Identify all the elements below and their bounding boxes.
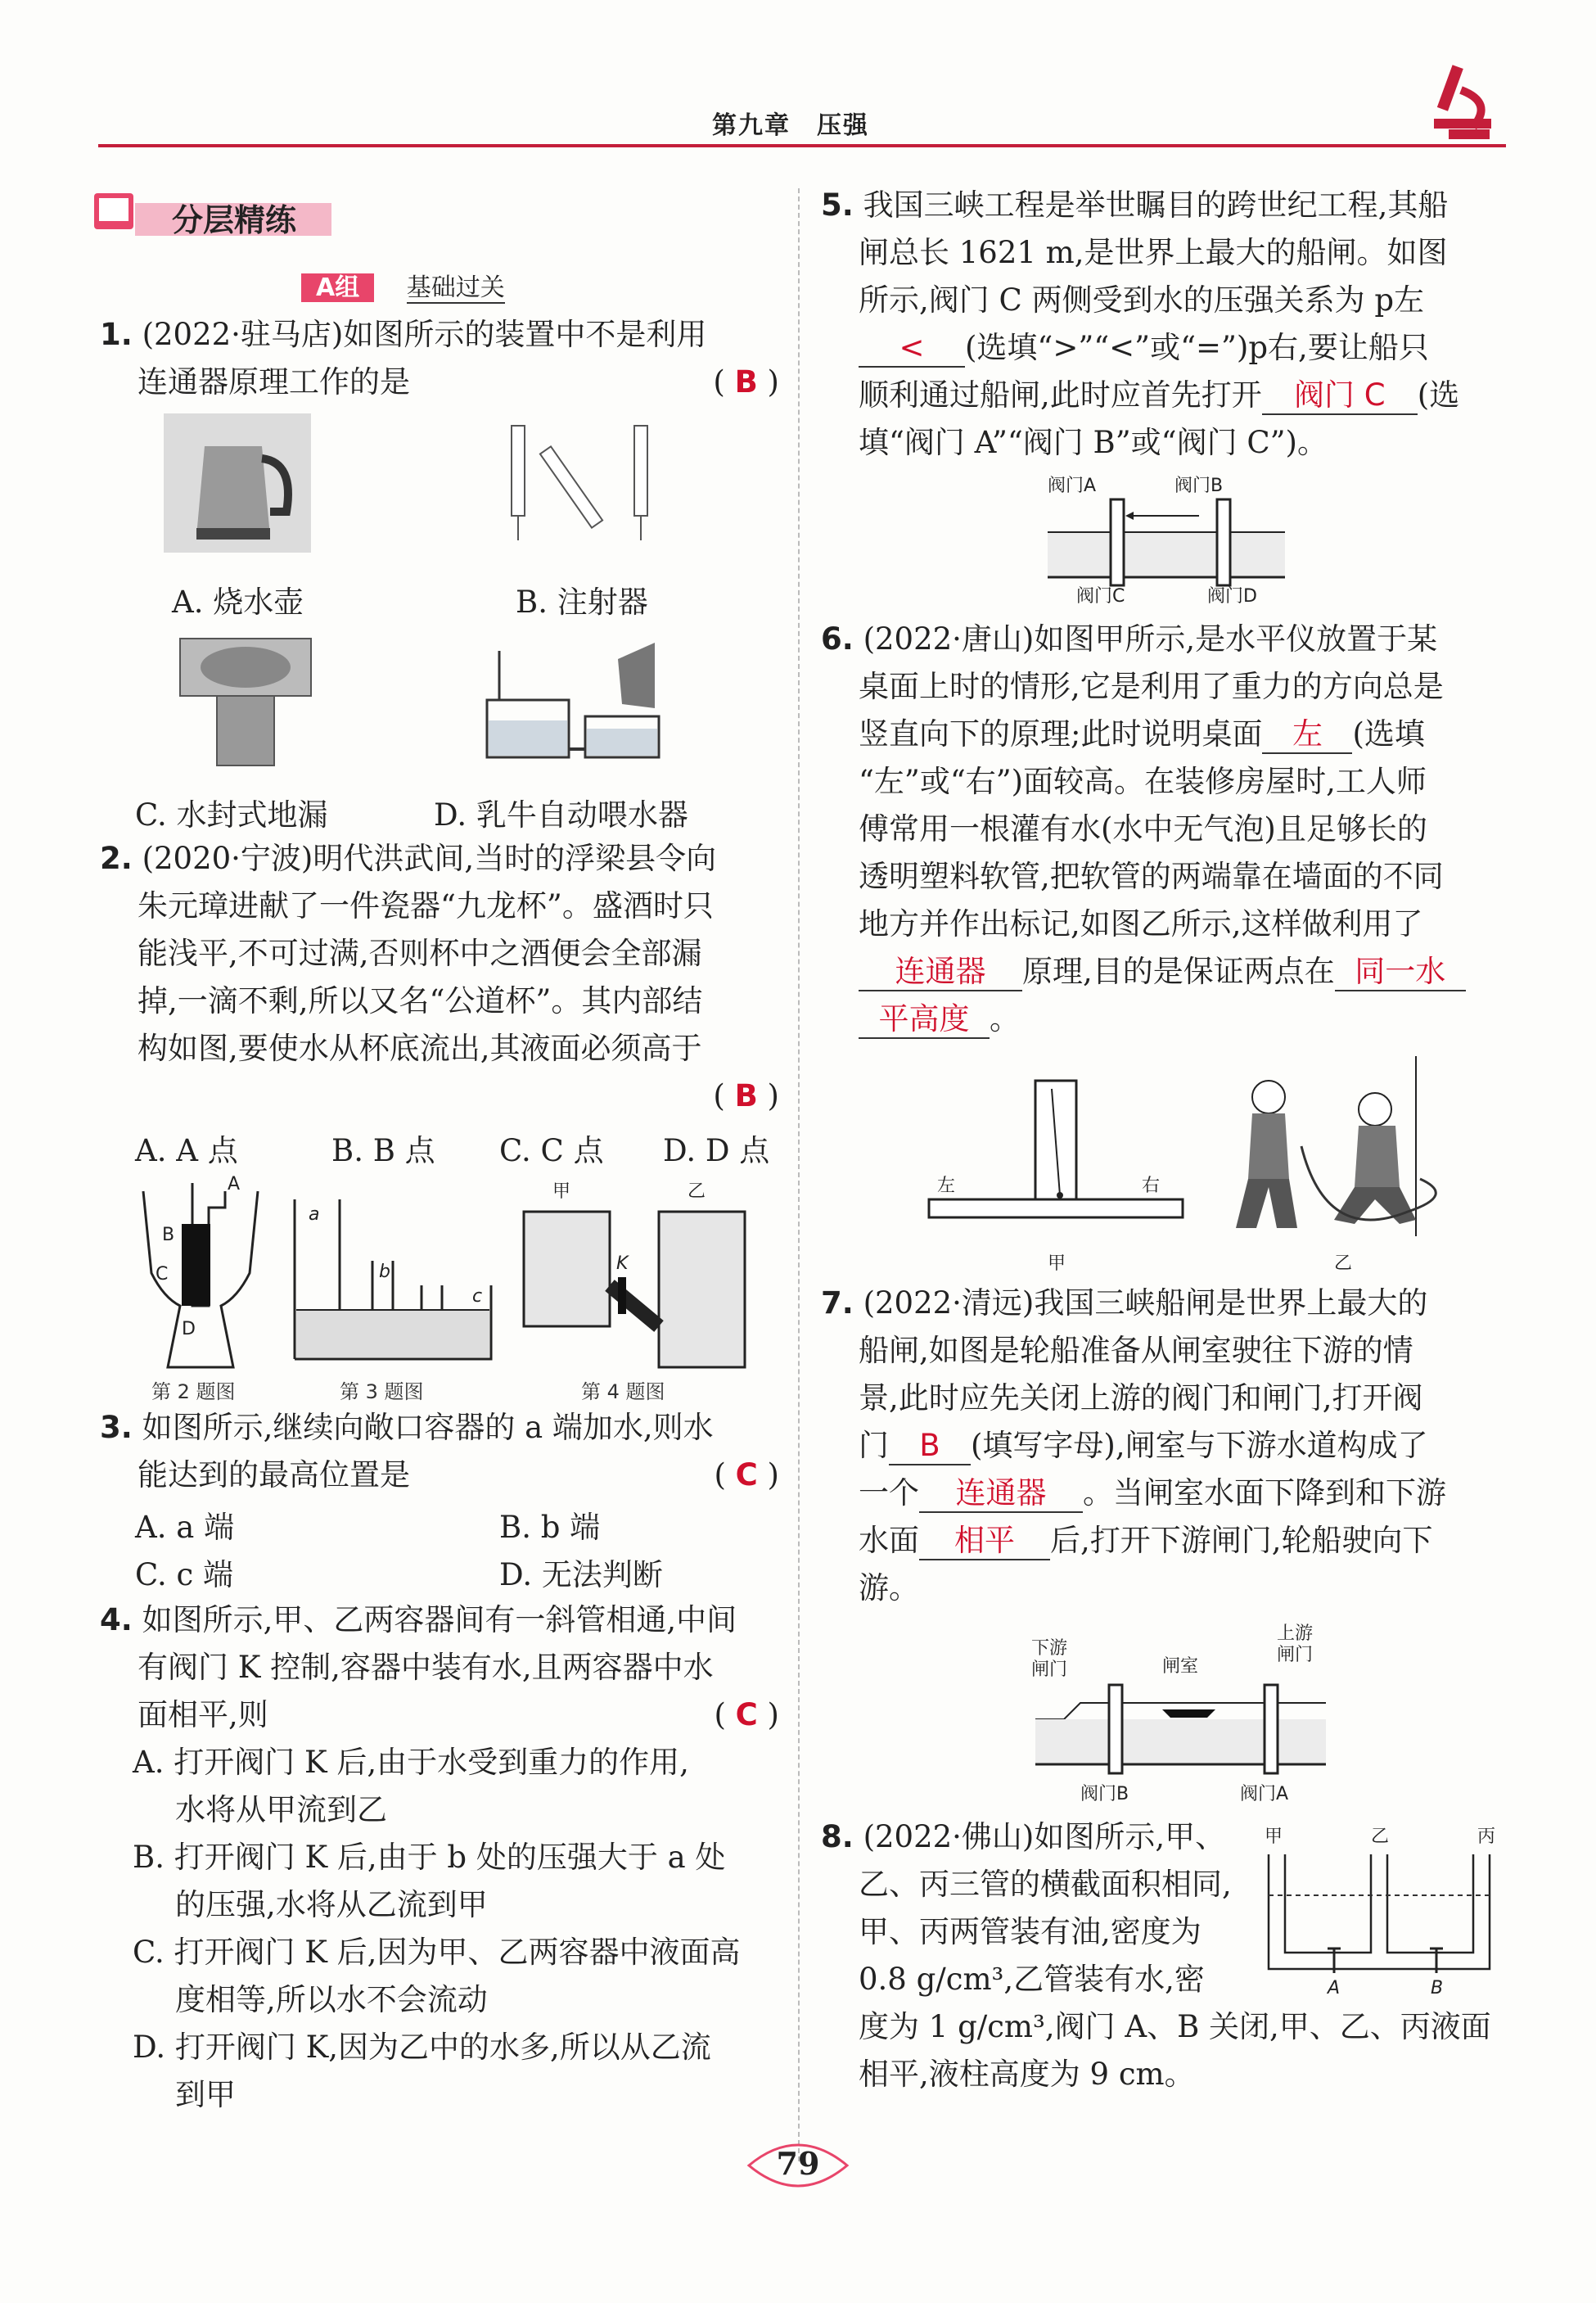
q1-option-d: D. 乳牛自动喂水器	[434, 797, 688, 833]
fig8-label-B: B	[1431, 1978, 1444, 1998]
q4-option-c-2: 度相等,所以水不会流动	[175, 1982, 488, 2017]
group-sub: 基础过关	[406, 273, 505, 302]
q7-line-2: 船闸,如图是轮船准备从闸室驶往下游的情	[859, 1333, 1413, 1368]
q4-option-d-1: D. 打开阀门 K,因为乙中的水多,所以从乙流	[133, 2030, 711, 2065]
q7-line-4b: (填写字母),闸室与下游水道构成了	[971, 1428, 1428, 1463]
figure-3-container	[291, 1187, 495, 1379]
q7-number: 7.	[821, 1285, 854, 1321]
q2-line-3: 能浅平,不可过满,否则杯中之酒便会全部漏	[138, 936, 702, 971]
fig2-label-C: C	[156, 1264, 169, 1285]
section-title: 分层精练	[172, 202, 297, 238]
fig4-caption: 第 4 题图	[581, 1380, 665, 1403]
group-label: A组	[301, 273, 374, 302]
fig7-down-2: 闸门	[1031, 1660, 1068, 1680]
q4-line-2: 有阀门 K 控制,容器中装有水,且两容器中水	[138, 1650, 714, 1685]
q4-line-1: 如图所示,甲、乙两容器间有一斜管相通,中间	[142, 1602, 737, 1637]
cow-feeder-image	[479, 626, 667, 777]
q3-answer: C	[735, 1457, 758, 1492]
q4-answer-paren: ( C )	[714, 1697, 779, 1732]
fig8-label-jia: 甲	[1265, 1827, 1283, 1847]
q5-line-1: 我国三峡工程是举世瞩目的跨世纪工程,其船	[863, 187, 1449, 223]
q3-number: 3.	[100, 1410, 133, 1445]
fig5-gate-D: 阀门D	[1207, 586, 1257, 606]
q3-line-2: 能达到的最高位置是	[138, 1457, 410, 1492]
q3-option-d: D. 无法判断	[499, 1557, 663, 1592]
q6-blank-2: 连通器	[859, 954, 1022, 991]
q8-number: 8.	[821, 1819, 854, 1854]
q6-line-3a: 竖直向下的原理;此时说明桌面	[859, 716, 1263, 752]
q6-line-4: “左”或“右”)面较高。在装修房屋时,工人师	[859, 764, 1427, 799]
q5-number: 5.	[821, 187, 854, 223]
question-8-cont	[821, 2003, 1508, 2098]
fig3-label-b: b	[379, 1262, 390, 1282]
q1-answer-paren: ( B )	[713, 364, 779, 400]
fig3-caption: 第 3 题图	[340, 1380, 424, 1403]
q3-line-1: 如图所示,继续向敞口容器的 a 端加水,则水	[142, 1410, 714, 1445]
q2-answer: B	[734, 1078, 758, 1113]
syringe-image	[491, 418, 671, 552]
q4-option-c-1: C. 打开阀门 K 后,因为甲、乙两容器中液面高	[133, 1935, 741, 1970]
q6-number: 6.	[821, 621, 854, 657]
q6-line-3b: (选填	[1352, 716, 1425, 752]
q3-answer-paren: ( C )	[714, 1457, 779, 1492]
q2-option-b: B. B 点	[331, 1133, 435, 1168]
fig7-gate-B: 阀门B	[1080, 1784, 1129, 1804]
q6-line-7: 地方并作出标记,如图乙所示,这样做利用了	[859, 906, 1423, 942]
figure-2-cup	[131, 1175, 270, 1383]
q8-line-6: 相平,液柱高度为 9 cm。	[859, 2057, 1195, 2092]
fig5-gate-A: 阀门A	[1048, 476, 1097, 496]
q6-blank-3a: 同一水	[1335, 954, 1466, 991]
fig8-label-yi: 乙	[1371, 1827, 1390, 1847]
q4-option-d-2: 到甲	[175, 2077, 236, 2112]
q1-number: 1.	[100, 317, 133, 352]
q1-text-b: 连通器原理工作的是	[138, 364, 410, 400]
figure-7-shiplock	[1031, 1621, 1334, 1809]
q7-blank-3: 相平	[919, 1523, 1050, 1560]
fig2-label-D: D	[182, 1319, 196, 1339]
fig7-down-1: 下游	[1031, 1638, 1068, 1659]
fig8-label-A: A	[1328, 1978, 1341, 1998]
q5-line-5b: (选	[1417, 377, 1460, 413]
figure-6-level	[921, 1064, 1191, 1289]
fig2-label-B: B	[162, 1225, 175, 1245]
q6-line-2: 桌面上时的情形,它是利用了重力的方向总是	[859, 669, 1444, 704]
group-tag	[301, 267, 505, 303]
fig6-label-left: 左	[937, 1176, 956, 1196]
q3-option-b: B. b 端	[499, 1510, 601, 1545]
q3-option-c: C. c 端	[135, 1557, 233, 1592]
q1-option-a: A. 烧水壶	[172, 585, 304, 620]
question-2	[100, 835, 779, 1120]
fig7-up-1: 上游	[1277, 1623, 1314, 1644]
q7-line-6b: 后,打开下游闸门,轮船驶向下	[1050, 1523, 1433, 1558]
q6-line-8b: 原理,目的是保证两点在	[1022, 954, 1335, 989]
q8-line-5: 度为 1 g/cm³,阀门 A、B 关闭,甲、乙、丙液面	[859, 2009, 1491, 2044]
q5-blank-2: 阀门 C	[1262, 377, 1418, 415]
q2-line-4: 掉,一滴不剩,所以又名“公道杯”。其内部结	[138, 983, 703, 1018]
fig5-gate-C: 阀门C	[1076, 586, 1125, 606]
microscope-logo	[1416, 57, 1506, 147]
fig8-label-bing: 丙	[1477, 1827, 1496, 1847]
fig6-label-right: 右	[1142, 1176, 1161, 1196]
fig6-label-yi: 乙	[1334, 1253, 1353, 1274]
q4-option-a-2: 水将从甲流到乙	[175, 1792, 387, 1827]
q1-option-c: C. 水封式地漏	[135, 797, 328, 833]
q5-line-2: 闸总长 1621 m,是世界上最大的船闸。如图	[859, 235, 1448, 270]
q7-line-5a: 一个	[859, 1475, 919, 1510]
q7-line-7: 游。	[859, 1570, 919, 1605]
q7-line-1: (2022·清远)我国三峡船闸是世界上最大的	[863, 1285, 1428, 1321]
column-divider	[798, 188, 800, 2161]
chapter-title: 第九章 压强	[712, 111, 869, 140]
question-4	[100, 1596, 779, 2119]
q7-line-5b: 。当闸室水面下降到和下游	[1083, 1475, 1446, 1510]
fig3-label-a: a	[309, 1204, 320, 1225]
figure-6-workers	[1211, 1048, 1473, 1289]
q6-blank-3b: 平高度	[859, 1001, 990, 1039]
q8-line-1: (2022·佛山)如图所示,甲、	[863, 1819, 1226, 1854]
fig2-label-A: A	[228, 1175, 241, 1194]
fig4-label-jia: 甲	[552, 1181, 571, 1202]
q2-option-c: C. C 点	[499, 1133, 604, 1168]
q6-line-1: (2022·唐山)如图甲所示,是水平仪放置于某	[863, 621, 1438, 657]
q7-blank-1: B	[889, 1428, 971, 1465]
floor-drain-image	[172, 630, 319, 773]
q4-line-3: 面相平,则	[138, 1697, 268, 1732]
question-3	[100, 1404, 779, 1499]
q8-line-4: 0.8 g/cm³,乙管装有水,密	[859, 1962, 1205, 1997]
fig7-up-2: 闸门	[1277, 1645, 1314, 1665]
q4-number: 4.	[100, 1602, 133, 1637]
fig2-caption: 第 2 题图	[151, 1380, 236, 1403]
fig4-label-yi: 乙	[688, 1181, 706, 1202]
q4-option-a-1: A. 打开阀门 K 后,由于水受到重力的作用,	[133, 1745, 689, 1780]
q2-answer-paren: ( B )	[713, 1078, 779, 1113]
q5-line-6: 填“阀门 A”“阀门 B”或“阀门 C”)。	[859, 425, 1328, 460]
page-number: 79	[776, 2145, 820, 2182]
header-rule	[98, 144, 1506, 147]
q5-line-4: (选填“>”“<”或“=”)p右,要让船只	[965, 330, 1429, 365]
q5-line-5a: 顺利通过船闸,此时应首先打开	[859, 377, 1262, 413]
q2-line-1: (2020·宁波)明代洪武间,当时的浮梁县令向	[142, 841, 717, 876]
question-7	[821, 1280, 1508, 1612]
figure-4-containers	[520, 1179, 749, 1379]
q2-option-d: D. D 点	[663, 1133, 770, 1168]
q7-blank-2: 连通器	[919, 1475, 1083, 1513]
q7-line-6a: 水面	[859, 1523, 919, 1558]
fig7-gate-A: 阀门A	[1240, 1784, 1289, 1804]
question-6: 6. (2022·唐山)如图甲所示,是水平仪放置于某 桌面上时的情形,它是利用了重力的方向总是 竖直向下的原理;此时说明桌面 左 (选填 “左”或“右”)面较高。在装修房屋时,工人师 傅常用一根灌有水(水中无气泡)且足够长的 透明塑料软管,把软管的两端靠在墙面的不同 地方并作出标记,如图乙所示,这样做利用了 连通器 原理,目的是保证两点在 同一水 平高度 。	[821, 616, 1508, 1043]
kettle-image	[164, 413, 311, 556]
fig6-label-jia: 甲	[1048, 1253, 1066, 1274]
q2-line-2: 朱元璋进献了一件瓷器“九龙杯”。盛酒时只	[138, 888, 714, 923]
question-1	[100, 311, 779, 406]
question-5	[821, 182, 1508, 467]
q4-option-b-1: B. 打开阀门 K 后,由于 b 处的压强大于 a 处	[133, 1840, 726, 1875]
q8-line-3: 甲、丙两管装有油,密度为	[859, 1914, 1202, 1949]
q2-option-a: A. A 点	[135, 1133, 238, 1168]
fig4-label-K: K	[616, 1253, 629, 1274]
fig7-room: 闸室	[1162, 1656, 1199, 1677]
q2-line-5: 构如图,要使水从杯底流出,其液面必须高于	[138, 1031, 702, 1066]
q3-option-a: A. a 端	[135, 1510, 235, 1545]
q6-line-5: 傅常用一根灌有水(水中无气泡)且足够长的	[859, 811, 1427, 847]
q1-option-b: B. 注射器	[516, 585, 648, 620]
figure-8-tubes	[1252, 1822, 1506, 2009]
q2-number: 2.	[100, 841, 133, 876]
fig3-label-c: c	[472, 1286, 483, 1307]
q6-blank-1: 左	[1262, 716, 1352, 754]
question-8	[821, 1813, 1247, 2003]
q1-text-a: (2022·驻马店)如图所示的装置中不是利用	[142, 317, 707, 352]
q8-line-2: 乙、丙三管的横截面积相同,	[859, 1867, 1232, 1902]
q1-answer: B	[734, 364, 758, 400]
figure-5-shiplock	[1044, 475, 1289, 609]
fig5-gate-B: 阀门B	[1174, 476, 1224, 496]
q7-line-4a: 门	[859, 1428, 889, 1463]
q6-line-6: 透明塑料软管,把软管的两端靠在墙面的不同	[859, 859, 1444, 894]
q5-line-3: 所示,阀门 C 两侧受到水的压强关系为 p左	[859, 282, 1425, 318]
q4-answer: C	[735, 1697, 758, 1732]
q5-blank-1: <	[859, 330, 965, 368]
q7-line-3: 景,此时应先关闭上游的阀门和闸门,打开阀	[859, 1380, 1423, 1416]
q4-option-b-2: 的压强,水将从乙流到甲	[175, 1887, 488, 1922]
